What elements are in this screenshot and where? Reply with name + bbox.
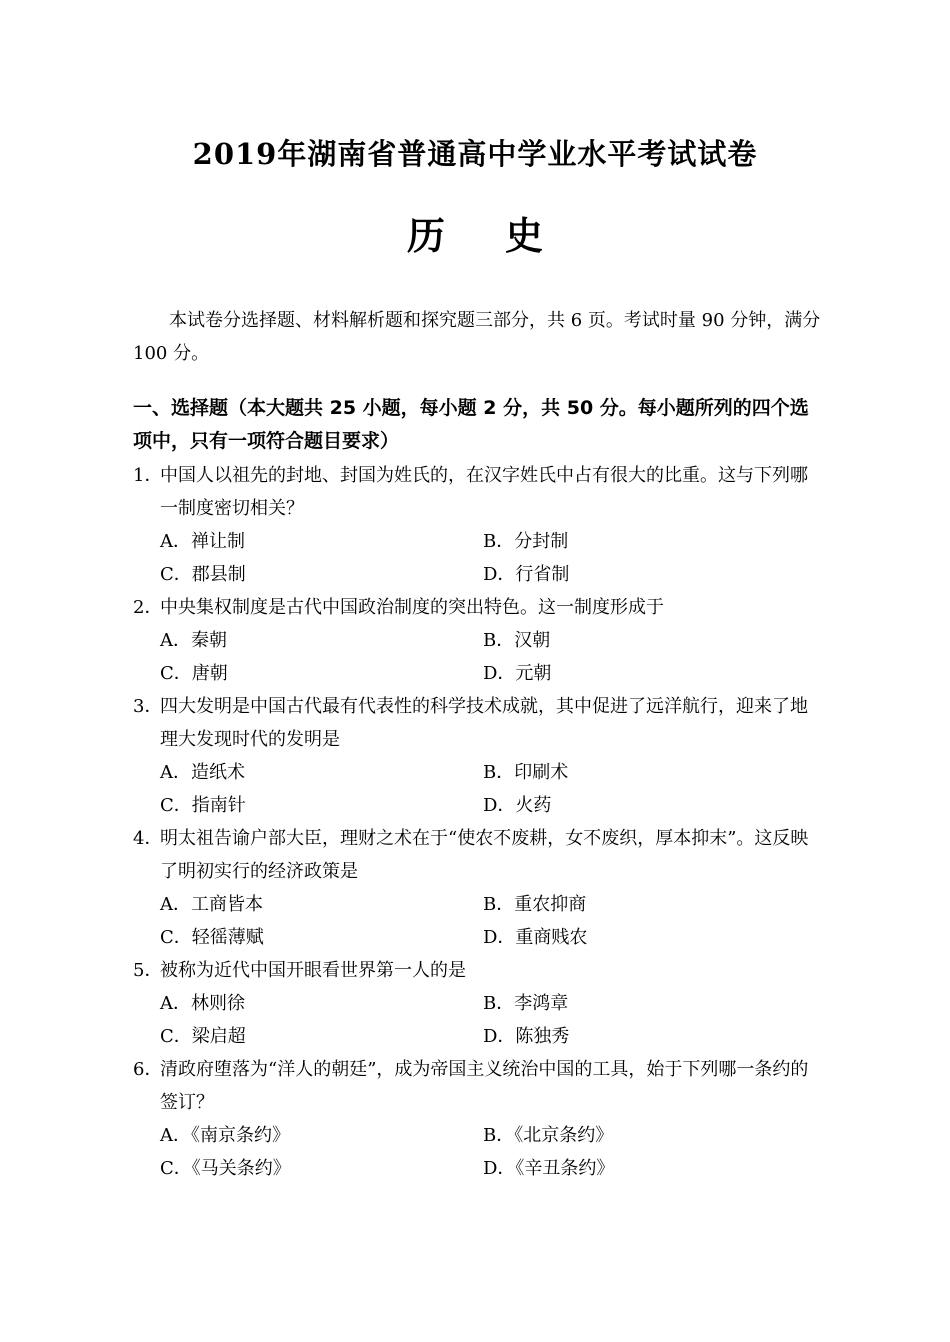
subject-title: 历史 [406,213,603,258]
option-c: C．《马关条约》 [160,1158,291,1179]
option-b: B．印刷术 [483,762,569,783]
question-3 [133,690,823,822]
question-number: 5． [133,960,163,981]
option-a: A．林则徐 [160,993,245,1014]
option-grid [133,624,823,690]
option-grid [133,1119,823,1185]
question-stem [133,591,823,624]
question-4 [133,822,823,954]
option-d: D．行省制 [483,564,570,585]
question-text: 中央集权制度是古代中国政治制度的突出特色。这一制度形成于 [160,597,664,618]
option-d: D．陈独秀 [483,1026,570,1047]
question-text: 中国人以祖先的封地、封国为姓氏的，在汉字姓氏中占有很大的比重。这与下列哪一制度密切相关？ [160,465,808,519]
question-text: 四大发明是中国古代最有代表性的科学技术成就，其中促进了远洋航行，迎来了地理大发现时代的发明是 [160,696,808,750]
option-grid [133,525,823,591]
option-a: A．《南京条约》 [160,1125,290,1146]
option-grid [133,756,823,822]
question-stem [133,1053,823,1119]
question-stem [133,954,823,987]
exam-instructions: 本试卷分选择题、材料解析题和探究题三部分，共 6 页。考试时量 90 分钟，满分 100 分。 [133,310,821,364]
question-number: 4． [133,828,163,849]
question-text: 被称为近代中国开眼看世界第一人的是 [160,960,466,981]
question-list [133,459,823,1185]
option-c: C．郡县制 [160,564,246,585]
question-stem [133,690,823,756]
question-number: 2． [133,597,163,618]
option-c: C．指南针 [160,795,246,816]
option-c: C．唐朝 [160,663,228,684]
option-d: D．火药 [483,795,552,816]
option-grid [133,888,823,954]
option-b: B．李鸿章 [483,993,569,1014]
option-a: A．造纸术 [160,762,245,783]
question-1 [133,459,823,591]
question-text: 清政府堕落为“洋人的朝廷”，成为帝国主义统治中国的工具，始于下列哪一条约的签订？ [160,1059,809,1113]
question-number: 1． [133,465,163,486]
question-text: 明太祖告谕户部大臣，理财之术在于“使农不废耕，女不废织，厚本抑末”。这反映了明初实行的经济政策是 [160,828,809,882]
option-b: B．分封制 [483,531,569,552]
question-stem [133,822,823,888]
question-stem [133,459,823,525]
option-b: B．《北京条约》 [483,1125,614,1146]
option-b: B．汉朝 [483,630,551,651]
option-d: D．重商贱农 [483,927,588,948]
option-grid [133,987,823,1053]
section-heading: 一、选择题（本大题共 25 小题，每小题 2 分，共 50 分。每小题所列的四个选项中，只有一项符合题目要求） [133,397,809,452]
option-c: C．梁启超 [160,1026,246,1047]
option-a: A．禅让制 [160,531,245,552]
option-d: D．元朝 [483,663,552,684]
option-a: A．工商皆本 [160,894,263,915]
question-5 [133,954,823,1053]
option-b: B．重农抑商 [483,894,587,915]
option-a: A．秦朝 [160,630,227,651]
question-2 [133,591,823,690]
question-number: 3． [133,696,163,717]
option-d: D．《辛丑条约》 [483,1158,615,1179]
option-c: C．轻徭薄赋 [160,927,264,948]
exam-title: 2019年湖南省普通高中学业水平考试试卷 [192,137,758,171]
question-number: 6． [133,1059,163,1080]
question-6 [133,1053,823,1185]
